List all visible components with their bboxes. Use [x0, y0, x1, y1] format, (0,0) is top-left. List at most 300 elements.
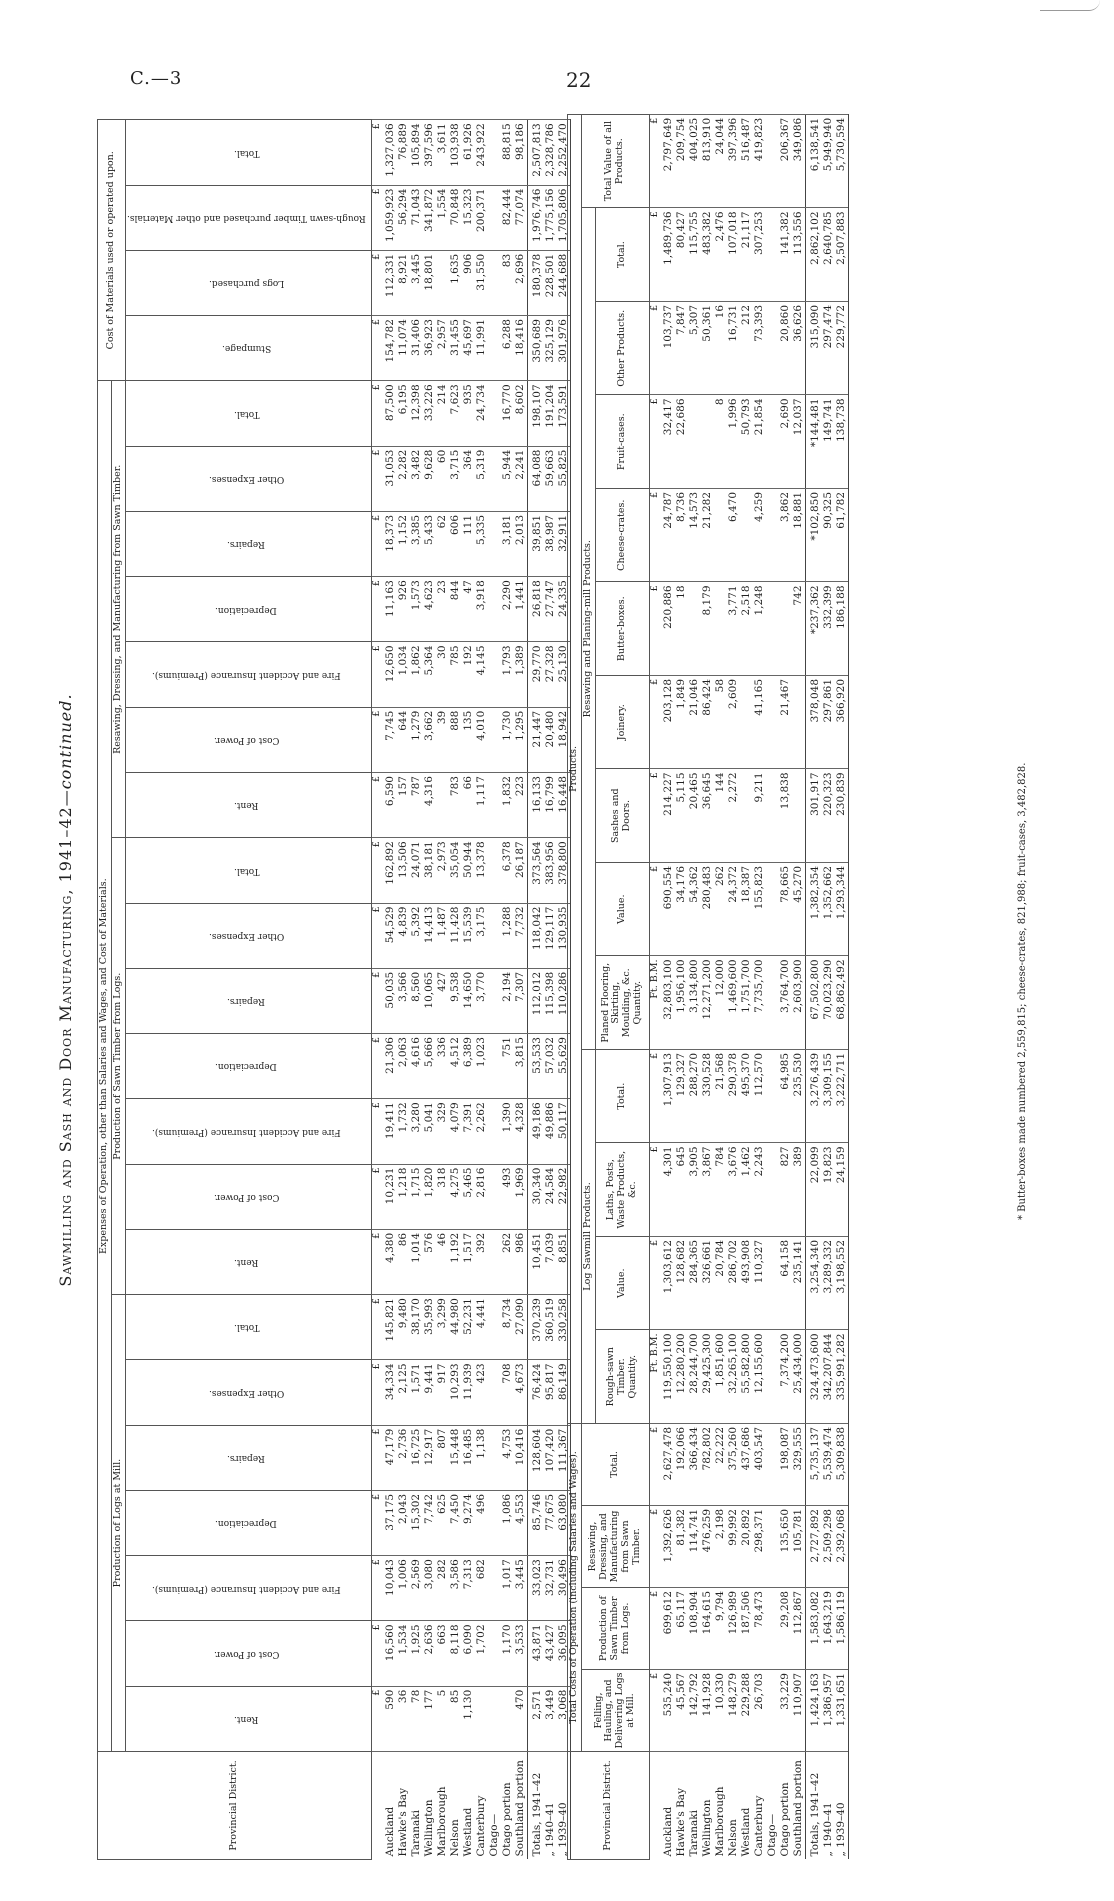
- value-cell: 336: [436, 1034, 449, 1099]
- table-row: [727, 114, 740, 1859]
- product-cell: 16: [714, 301, 727, 395]
- value-cell: 10,043: [384, 1556, 397, 1621]
- cost-cell: 699,612: [662, 1588, 675, 1670]
- unit-cell: £: [649, 1588, 662, 1670]
- product-cell: 19,823: [822, 1143, 835, 1237]
- unit-cell: £: [371, 1229, 384, 1294]
- value-cell: 78: [410, 1686, 423, 1751]
- value-cell: [488, 511, 501, 576]
- product-cell: 64,158: [779, 1236, 792, 1330]
- value-cell: 3,445: [410, 250, 423, 315]
- value-cell: 2,063: [397, 1034, 410, 1099]
- product-cell: 5,949,940: [822, 114, 835, 208]
- value-cell: 4,441: [475, 1295, 488, 1360]
- value-cell: [488, 1425, 501, 1490]
- value-cell: 3,662: [423, 707, 436, 772]
- table-row: [436, 120, 449, 1860]
- value-cell: 27,747: [544, 577, 557, 642]
- value-cell: [488, 1360, 501, 1425]
- value-cell: 35,054: [449, 838, 462, 903]
- value-cell: 2,252,470: [557, 120, 571, 185]
- value-cell: [488, 316, 501, 381]
- district-cell: Nelson: [727, 1752, 740, 1860]
- product-cell: 516,487: [740, 114, 753, 208]
- value-cell: 60: [436, 446, 449, 511]
- product-cell: 326,661: [701, 1236, 714, 1330]
- value-cell: 24,734: [475, 381, 488, 446]
- product-cell: 36,626: [792, 301, 806, 395]
- value-cell: 130,935: [557, 903, 571, 968]
- product-cell: [792, 769, 806, 863]
- expense-sub-label: Depreciation.: [215, 1518, 278, 1529]
- product-cell: [740, 769, 753, 863]
- value-cell: 2,328,786: [544, 120, 557, 185]
- value-cell: 4,145: [475, 642, 488, 707]
- product-cell: [766, 301, 779, 395]
- value-cell: 55,825: [557, 446, 571, 511]
- product-cell: 16,731: [727, 301, 740, 395]
- product-cell: 262: [714, 862, 727, 956]
- value-cell: 1,715: [410, 1164, 423, 1229]
- value-cell: 5,944: [501, 446, 514, 511]
- unit-cell: £: [649, 488, 662, 582]
- value-cell: 10,065: [423, 968, 436, 1033]
- table-row: [449, 120, 462, 1860]
- value-cell: 9,441: [423, 1360, 436, 1425]
- value-cell: 9,480: [397, 1295, 410, 1360]
- value-cell: 32,731: [544, 1556, 557, 1621]
- product-cell: 5,115: [675, 769, 688, 863]
- value-cell: 496: [475, 1490, 488, 1555]
- cost-cell: 1,586,119: [835, 1588, 849, 1670]
- product-cell: 813,910: [701, 114, 714, 208]
- product-cell: 86,424: [701, 675, 714, 769]
- value-cell: 5,319: [475, 446, 488, 511]
- value-cell: [488, 120, 501, 185]
- product-cell: 220,886: [662, 582, 675, 676]
- product-cell: 3,309,155: [822, 1049, 835, 1143]
- expense-group-header: Resawing, Dressing, and Manufacturing from Sawn Timber.: [111, 381, 125, 838]
- unit-spacer: [649, 1752, 662, 1860]
- table-row: [835, 114, 849, 1859]
- value-cell: 30,496: [557, 1556, 571, 1621]
- product-cell: 366,920: [835, 675, 849, 769]
- unit-cell: £: [371, 838, 384, 903]
- cost-cell: 437,686: [740, 1423, 753, 1505]
- product-cell: 1,851,600: [714, 1330, 727, 1424]
- unit-cell: £: [371, 1099, 384, 1164]
- value-cell: 1,534: [397, 1621, 410, 1686]
- product-cell: 7,847: [675, 301, 688, 395]
- value-cell: 10,416: [514, 1425, 528, 1490]
- unit-cell: £: [371, 1490, 384, 1555]
- cost-cell: 142,792: [688, 1670, 701, 1752]
- value-cell: 1,862: [410, 642, 423, 707]
- value-cell: 470: [514, 1686, 528, 1751]
- laths-header: Laths, Posts, Waste Products, &c.: [595, 1143, 649, 1237]
- value-cell: 38,987: [544, 511, 557, 576]
- value-cell: [488, 1621, 501, 1686]
- value-cell: 27,090: [514, 1295, 528, 1360]
- product-cell: 378,048: [805, 675, 822, 769]
- value-cell: 590: [384, 1686, 397, 1751]
- value-cell: 4,010: [475, 707, 488, 772]
- product-cell: [766, 1049, 779, 1143]
- product-cell: 6,138,541: [805, 114, 822, 208]
- cost-cell: 10,330: [714, 1670, 727, 1752]
- product-cell: 21,046: [688, 675, 701, 769]
- value-cell: 2,125: [397, 1360, 410, 1425]
- value-cell: 625: [436, 1490, 449, 1555]
- value-cell: 1,775,156: [544, 185, 557, 250]
- product-cell: 1,996: [727, 395, 740, 489]
- value-cell: 50,944: [462, 838, 475, 903]
- expense-sub-header: [125, 773, 371, 838]
- value-cell: 329: [436, 1099, 449, 1164]
- district-cell: Otago portion: [501, 1752, 514, 1860]
- value-cell: 15,448: [449, 1425, 462, 1490]
- value-cell: 29,770: [527, 642, 544, 707]
- product-cell: 9,211: [753, 769, 766, 863]
- value-cell: 2,282: [397, 446, 410, 511]
- value-cell: 330,258: [557, 1295, 571, 1360]
- expense-sub-header: [125, 1229, 371, 1294]
- fruit-header: Fruit-cases.: [595, 395, 649, 489]
- title-lead: Sawmilling and Sash and Door Manufacturing, 1941–42: [56, 806, 75, 1287]
- value-cell: 52,231: [462, 1295, 475, 1360]
- product-cell: 3,862: [779, 488, 792, 582]
- unit-cell: £: [371, 707, 384, 772]
- cost-cell: 476,259: [701, 1506, 714, 1588]
- product-cell: 4,259: [753, 488, 766, 582]
- value-cell: 7,745: [384, 707, 397, 772]
- district-cell: Westland: [740, 1752, 753, 1860]
- value-cell: 31,053: [384, 446, 397, 511]
- product-cell: [714, 582, 727, 676]
- value-cell: 2,973: [436, 838, 449, 903]
- product-cell: 2,518: [740, 582, 753, 676]
- product-cell: 22,099: [805, 1143, 822, 1237]
- unit-cell: £: [371, 250, 384, 315]
- value-cell: 6,378: [501, 838, 514, 903]
- planed-label: Planed Flooring, Skirting, Moulding, &c.: [599, 962, 633, 1043]
- value-cell: 16,770: [501, 381, 514, 446]
- planed-qty-header: [595, 956, 649, 1050]
- value-cell: 20,480: [544, 707, 557, 772]
- value-cell: 63,080: [557, 1490, 571, 1555]
- expense-sub-label: Cost of Power.: [213, 1191, 279, 1202]
- product-cell: 2,640,785: [822, 208, 835, 302]
- product-cell: 284,365: [688, 1236, 701, 1330]
- cost-cell: 9,794: [714, 1588, 727, 1670]
- product-cell: 54,362: [688, 862, 701, 956]
- value-cell: 13,506: [397, 838, 410, 903]
- unit-cell: £: [371, 642, 384, 707]
- product-cell: [766, 675, 779, 769]
- product-cell: 36,645: [701, 769, 714, 863]
- value-cell: 43,871: [527, 1621, 544, 1686]
- expense-sub-header: [125, 381, 371, 446]
- district-cell: Marlborough: [436, 1752, 449, 1860]
- cost-cell: 1,643,219: [822, 1588, 835, 1670]
- district-cell: Nelson: [449, 1752, 462, 1860]
- value-cell: 177: [423, 1686, 436, 1751]
- value-cell: 1,279: [410, 707, 423, 772]
- value-cell: 23: [436, 577, 449, 642]
- district-cell: Otago portion: [779, 1752, 792, 1860]
- value-cell: 318: [436, 1164, 449, 1229]
- cost-cell: 366,434: [688, 1423, 701, 1505]
- product-cell: [766, 1236, 779, 1330]
- value-cell: 26,818: [527, 577, 544, 642]
- value-cell: 43,427: [544, 1621, 557, 1686]
- unit-cell: £: [649, 1670, 662, 1752]
- district-cell: Canterbury: [475, 1752, 488, 1860]
- cost-cell: 65,117: [675, 1588, 688, 1670]
- table-row: [792, 114, 806, 1859]
- value-cell: 2,636: [423, 1621, 436, 1686]
- value-cell: 383,956: [544, 838, 557, 903]
- value-cell: 11,074: [397, 316, 410, 381]
- value-cell: 111: [462, 511, 475, 576]
- value-cell: 3,566: [397, 968, 410, 1033]
- cost-cell: [766, 1670, 779, 1752]
- product-cell: 8,736: [675, 488, 688, 582]
- cost-cell: 192,066: [675, 1423, 688, 1505]
- value-cell: 15,302: [410, 1490, 423, 1555]
- value-cell: 35,993: [423, 1295, 436, 1360]
- value-cell: 5,364: [423, 642, 436, 707]
- cost-cell: 2,392,068: [835, 1506, 849, 1588]
- value-cell: 37,175: [384, 1490, 397, 1555]
- product-cell: 324,473,600: [805, 1330, 822, 1424]
- product-cell: [766, 488, 779, 582]
- value-cell: 6,090: [462, 1621, 475, 1686]
- product-cell: 3,289,332: [822, 1236, 835, 1330]
- materials-sub-header: [125, 185, 371, 250]
- value-cell: 1,327,036: [384, 120, 397, 185]
- product-cell: 186,188: [835, 582, 849, 676]
- expense-sub-header: [125, 1099, 371, 1164]
- value-cell: 1,573: [410, 577, 423, 642]
- value-cell: [488, 577, 501, 642]
- district-cell: Hawke's Bay: [675, 1752, 688, 1860]
- page-reference: C.—3: [130, 68, 183, 89]
- expense-sub-label: Repairs.: [227, 996, 266, 1007]
- product-cell: 690,554: [662, 862, 675, 956]
- table-row: [501, 120, 514, 1860]
- unit-cell: £: [649, 1236, 662, 1330]
- product-cell: 25,434,000: [792, 1330, 806, 1424]
- table-row: [475, 120, 488, 1860]
- rough-sawn-value-header: Value.: [595, 1236, 649, 1330]
- product-cell: [740, 488, 753, 582]
- unit-cell: £: [371, 1360, 384, 1425]
- value-cell: 112,012: [527, 968, 544, 1033]
- value-cell: 2,262: [475, 1099, 488, 1164]
- value-cell: [488, 642, 501, 707]
- value-cell: 83: [501, 250, 514, 315]
- product-cell: 2,243: [753, 1143, 766, 1237]
- product-cell: 1,849: [675, 675, 688, 769]
- value-cell: 11,991: [475, 316, 488, 381]
- value-cell: 4,275: [449, 1164, 462, 1229]
- district-cell: Auckland: [662, 1752, 675, 1860]
- value-cell: 24,071: [410, 838, 423, 903]
- product-cell: 50,361: [701, 301, 714, 395]
- value-cell: 6,195: [397, 381, 410, 446]
- value-cell: 129,117: [544, 903, 557, 968]
- value-cell: 12,398: [410, 381, 423, 446]
- value-cell: 45,697: [462, 316, 475, 381]
- value-cell: 33,226: [423, 381, 436, 446]
- value-cell: 7,732: [514, 903, 528, 968]
- cost-cell: [766, 1588, 779, 1670]
- value-cell: 5,335: [475, 511, 488, 576]
- product-cell: 144: [714, 769, 727, 863]
- value-cell: 39: [436, 707, 449, 772]
- value-cell: 13,378: [475, 838, 488, 903]
- product-cell: 21,467: [779, 675, 792, 769]
- product-cell: 742: [792, 582, 806, 676]
- value-cell: 888: [449, 707, 462, 772]
- product-cell: 138,738: [835, 395, 849, 489]
- product-cell: 12,155,600: [753, 1330, 766, 1424]
- value-cell: 3,482: [410, 446, 423, 511]
- value-cell: 1,730: [501, 707, 514, 772]
- value-cell: [488, 250, 501, 315]
- value-cell: 7,307: [514, 968, 528, 1033]
- product-cell: 34,176: [675, 862, 688, 956]
- value-cell: 5,666: [423, 1034, 436, 1099]
- value-cell: 364: [462, 446, 475, 511]
- value-cell: 3,586: [449, 1556, 462, 1621]
- product-cell: 2,797,649: [662, 114, 675, 208]
- product-cell: 3,198,552: [835, 1236, 849, 1330]
- product-cell: 495,370: [740, 1049, 753, 1143]
- expense-sub-label: Other Expenses.: [208, 474, 284, 484]
- value-cell: 32,911: [557, 511, 571, 576]
- cost-production-header: Production of Sawn Timber from Logs.: [581, 1588, 649, 1670]
- cost-cell: 114,741: [688, 1506, 701, 1588]
- value-cell: 15,539: [462, 903, 475, 968]
- product-cell: 297,474: [822, 301, 835, 395]
- product-cell: 20,465: [688, 769, 701, 863]
- expense-sub-header: [125, 1295, 371, 1360]
- sashes-header: Sashes and Doors.: [595, 769, 649, 863]
- expenses-heading: Expenses of Operation, other than Salaries and Wages, and Cost of Materials.: [98, 381, 112, 1752]
- district-cell: „ 1939–40: [835, 1752, 849, 1860]
- product-cell: 107,018: [727, 208, 740, 302]
- table-row: [462, 120, 475, 1860]
- cost-cell: [766, 1423, 779, 1505]
- product-cell: 50,793: [740, 395, 753, 489]
- value-cell: [488, 185, 501, 250]
- value-cell: 751: [501, 1034, 514, 1099]
- value-cell: 8,734: [501, 1295, 514, 1360]
- value-cell: 606: [449, 511, 462, 576]
- value-cell: 1,017: [501, 1556, 514, 1621]
- value-cell: 47: [462, 577, 475, 642]
- value-cell: 1,487: [436, 903, 449, 968]
- value-cell: 1,086: [501, 1490, 514, 1555]
- planed-value-header: Value.: [595, 862, 649, 956]
- district-cell: Wellington: [423, 1752, 436, 1860]
- value-cell: 682: [475, 1556, 488, 1621]
- product-cell: 214,227: [662, 769, 675, 863]
- value-cell: 82,444: [501, 185, 514, 250]
- district-cell: Marlborough: [714, 1752, 727, 1860]
- resaw-products-heading: Resawing and Planing-mill Products.: [581, 208, 595, 1050]
- value-cell: 906: [462, 250, 475, 315]
- value-cell: 26,187: [514, 838, 528, 903]
- value-cell: [488, 1556, 501, 1621]
- product-cell: [766, 956, 779, 1050]
- table-row: [805, 114, 822, 1859]
- product-cell: 286,702: [727, 1236, 740, 1330]
- value-cell: 85: [449, 1686, 462, 1751]
- expense-sub-header: [125, 577, 371, 642]
- value-cell: [488, 381, 501, 446]
- total-costs-heading: Total Costs of Operation (including Salaries and Wages).: [568, 1423, 582, 1751]
- product-cell: 45,270: [792, 862, 806, 956]
- value-cell: 162,892: [384, 838, 397, 903]
- product-cell: 58: [714, 675, 727, 769]
- product-cell: 3,867: [701, 1143, 714, 1237]
- edge-mark: [1040, 0, 1100, 11]
- value-cell: 62: [436, 511, 449, 576]
- table-row: [822, 114, 835, 1859]
- product-cell: [766, 114, 779, 208]
- product-cell: 3,676: [727, 1143, 740, 1237]
- value-cell: 243,922: [475, 120, 488, 185]
- table-row: [714, 114, 727, 1859]
- value-cell: 86: [397, 1229, 410, 1294]
- product-cell: 20,784: [714, 1236, 727, 1330]
- expense-sub-header: [125, 1360, 371, 1425]
- product-cell: 112,570: [753, 1049, 766, 1143]
- product-cell: 1,293,344: [835, 862, 849, 956]
- materials-heading: Cost of Materials used or operated upon.: [98, 120, 126, 381]
- product-cell: [766, 208, 779, 302]
- product-cell: 115,755: [688, 208, 701, 302]
- value-cell: 3,611: [436, 120, 449, 185]
- value-cell: 325,129: [544, 316, 557, 381]
- value-cell: 1,130: [462, 1686, 475, 1751]
- product-cell: 349,086: [792, 114, 806, 208]
- product-cell: 20,860: [779, 301, 792, 395]
- expenses-table-wrap: [97, 120, 571, 1860]
- expense-sub-header: [125, 1034, 371, 1099]
- value-cell: 4,079: [449, 1099, 462, 1164]
- unit-cell: £: [371, 773, 384, 838]
- value-cell: 1,705,806: [557, 185, 571, 250]
- value-cell: 24,335: [557, 577, 571, 642]
- unit-cell: £: [371, 1686, 384, 1751]
- value-cell: 9,628: [423, 446, 436, 511]
- product-cell: 335,991,282: [835, 1330, 849, 1424]
- value-cell: 262: [501, 1229, 514, 1294]
- log-total-header: Total.: [595, 1049, 649, 1143]
- product-cell: 404,025: [688, 114, 701, 208]
- value-cell: 21,306: [384, 1034, 397, 1099]
- product-cell: 3,771: [727, 582, 740, 676]
- product-cell: 18,387: [740, 862, 753, 956]
- value-cell: 6,389: [462, 1034, 475, 1099]
- value-cell: 59,663: [544, 446, 557, 511]
- value-cell: 180,378: [527, 250, 544, 315]
- district-cell: Auckland: [384, 1752, 397, 1860]
